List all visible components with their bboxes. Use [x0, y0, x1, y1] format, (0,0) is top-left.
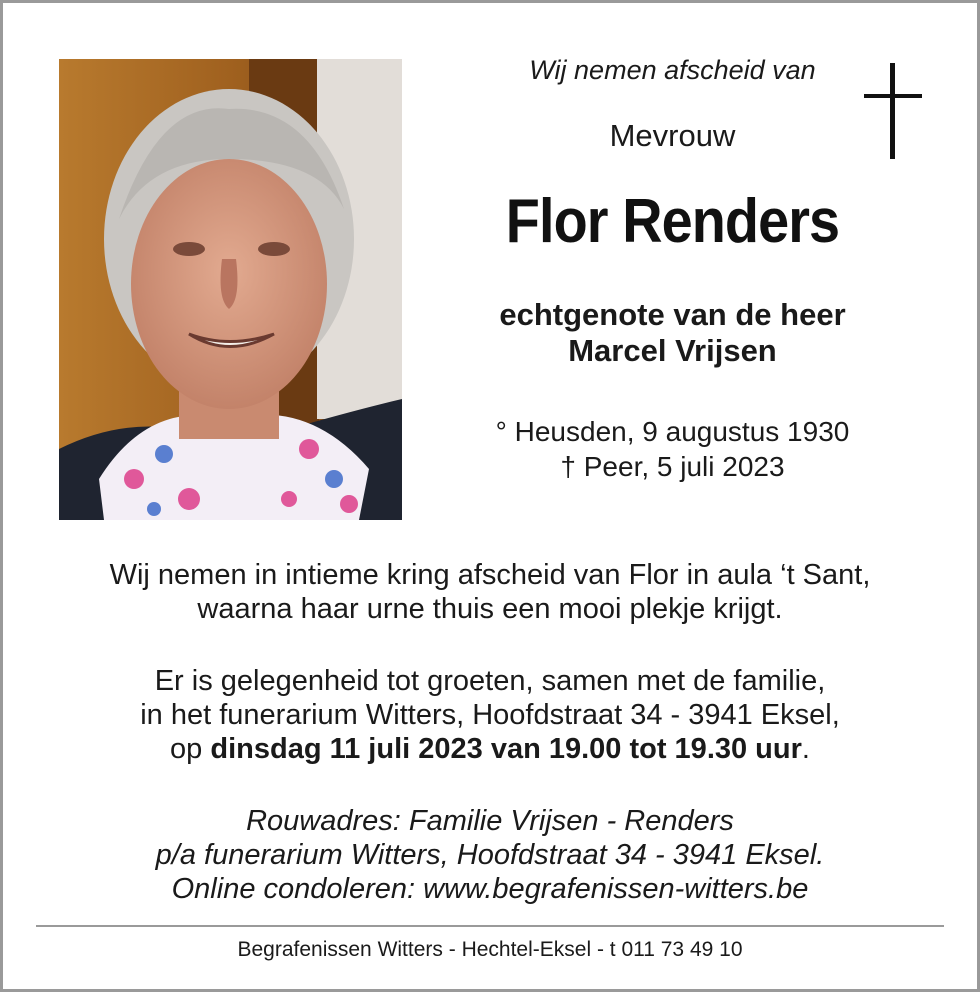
portrait-photo [59, 59, 402, 520]
spouse-name: Marcel Vrijsen [568, 333, 777, 368]
visitation-suffix: . [801, 733, 810, 765]
spouse-line-1: echtgenote van de heer [499, 297, 846, 332]
funeral-home-address: p/a funerarium Witters, Hoofdstraat 34 - 3941 Eksel. [155, 839, 825, 871]
honorific: Mevrouw [609, 118, 736, 153]
address-paragraph [20, 804, 960, 906]
visitation-prefix: op [170, 733, 211, 765]
death-date: † Peer, 5 juli 2023 [560, 451, 785, 482]
farewell-paragraph [20, 558, 960, 626]
visitation-line-2: in het funerarium Witters, Hoofdstraat 34 - 3941 Eksel, [140, 699, 840, 731]
online-condolence-link[interactable]: Online condoleren: www.begrafenissen-witters.be [171, 873, 809, 905]
spouse-info [440, 297, 905, 369]
visitation-datetime: dinsdag 11 juli 2023 van 19.00 tot 19.30 uur [210, 733, 802, 765]
mourning-address: Rouwadres: Familie Vrijsen - Renders [246, 805, 734, 837]
visitation-paragraph [20, 664, 960, 766]
visitation-line-3 [20, 732, 960, 766]
birth-date: ° Heusden, 9 augustus 1930 [495, 416, 850, 447]
visitation-line-1: Er is gelegenheid tot groeten, samen met de familie, [154, 665, 826, 697]
footer-text: Begrafenissen Witters - Hechtel-Eksel - t 011 73 49 10 [237, 938, 743, 961]
farewell-line-1: Wij nemen in intieme kring afscheid van Flor in aula ‘t Sant, [109, 559, 871, 591]
footer-divider [36, 925, 944, 927]
life-dates [440, 414, 905, 484]
deceased-name: Flor Renders [505, 187, 840, 256]
farewell-line-2: waarna haar urne thuis een mooi plekje krijgt. [197, 593, 783, 625]
intro-text: Wij nemen afscheid van [529, 55, 816, 85]
